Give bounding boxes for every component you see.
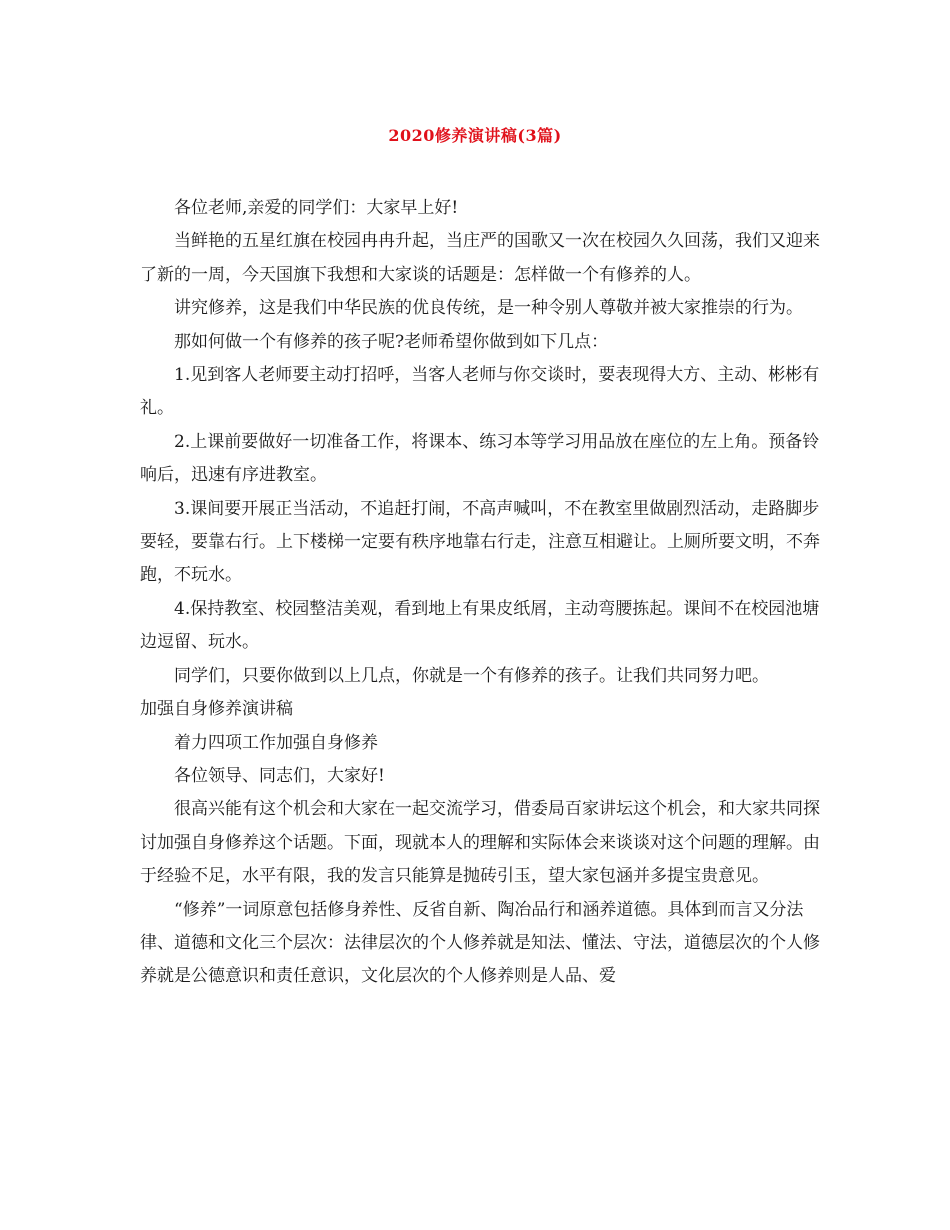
paragraph-greeting: 各位老师,亲爱的同学们：大家早上好! — [174, 198, 459, 218]
list-item: 2.上课前要做好一切准备工作，将课本、练习本等学习用品放在座位的左上角。预备铃响后，迅速有序进教室。 — [140, 431, 820, 486]
list-item: 3.课间要开展正当活动，不追赶打闹，不高声喊叫，不在教室里做剧烈活动，走路脚步要轻，要靠右行。上下楼梯一定要有秩序地靠右行走，注意互相避让。上厕所要文明，不奔跑，不玩水。 — [140, 498, 820, 586]
paragraph: 那如何做一个有修养的孩子呢?老师希望你做到如下几点： — [174, 331, 609, 352]
paragraph: 讲究修养，这是我们中华民族的优良传统，是一种令别人尊敬并被大家推崇的行为。 — [174, 298, 803, 319]
paragraph: 当鲜艳的五星红旗在校园冉冉升起，当庄严的国歌又一次在校园久久回荡，我们又迎来了新的一周，今天国旗下我想和大家谈的话题是：怎样做一个有修养的人。 — [140, 231, 820, 285]
section-subheading: 着力四项工作加强自身修养 — [174, 732, 378, 753]
list-item: 4.保持教室、校园整洁美观，看到地上有果皮纸屑，主动弯腰拣起。课间不在校园池塘边逗留、玩水。 — [140, 598, 820, 653]
paragraph: 很高兴能有这个机会和大家在一起交流学习，借委局百家讲坛这个机会，和大家共同探讨加强自身修养这个话题。下面，现就本人的理解和实际体会来谈谈对这个问题的理解。由于经验不足，水平有限，我的发言只能算是抛砖引玉，望大家包涵并多提宝贵意见。 — [140, 799, 820, 887]
list-item: 1.见到客人老师要主动打招呼，当客人老师与你交谈时，要表现得大方、主动、彬彬有礼。 — [140, 365, 820, 419]
paragraph: 同学们，只要你做到以上几点，你就是一个有修养的孩子。让我们共同努力吧。 — [174, 665, 769, 686]
paragraph-greeting: 各位领导、同志们，大家好! — [174, 765, 385, 786]
document-body — [140, 192, 820, 994]
document-title: 2020修养演讲稿(3篇) — [388, 126, 562, 145]
paragraph: “修养”一词原意包括修身养性、反省自新、陶冶品行和涵养道德。具体到而言又分法律、道德和文化三个层次：法律层次的个人修养就是知法、懂法、守法，道德层次的个人修养就是公德意识和责任意识，文化层次的个人修养则是人品、爱 — [140, 899, 820, 987]
section-heading: 加强自身修养演讲稿 — [140, 699, 293, 720]
